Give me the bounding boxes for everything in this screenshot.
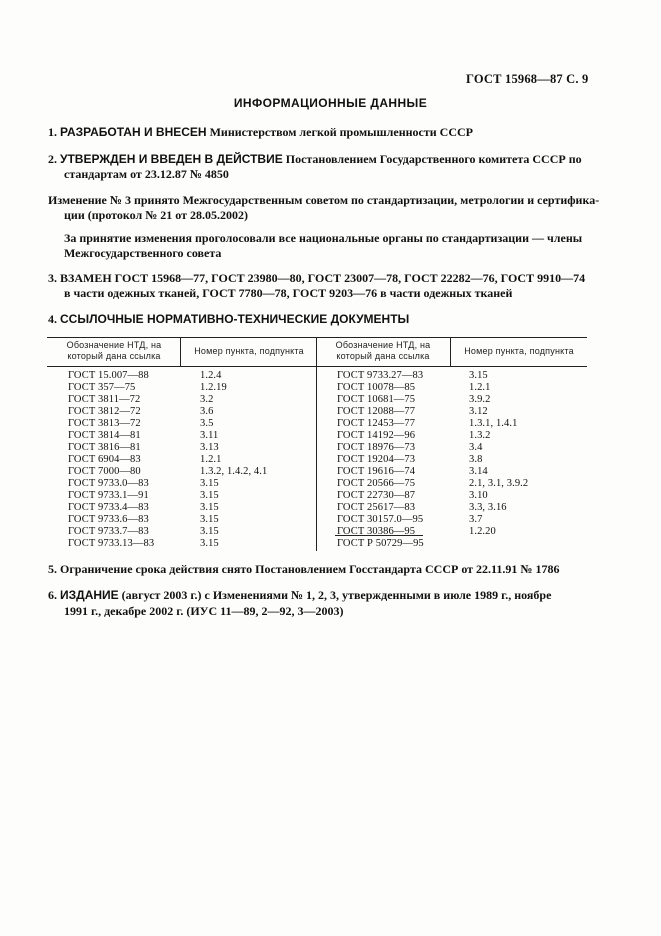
table-cell-item: 1.2.19 [200,382,227,393]
item-6-line2: 1991 г., декабре 2002 г. (ИУС 11—89, 2—92, 3—2003) [64,604,344,618]
table-cell-doc: ГОСТ 20566—75 [337,478,416,489]
item-1 [48,124,608,140]
table-header-doc-left-line1: Обозначение НТД, на [66,340,162,350]
table-cell-item: 3.13 [200,442,219,453]
table-cell-item: 1.3.2, 1.4.2, 4.1 [200,466,268,477]
item-4 [48,311,608,327]
table-cell-item: 3.9.2 [469,394,491,405]
page-header: ГОСТ 15968—87 С. 9 [466,72,589,86]
item-2-line2: стандартам от 23.12.87 № 4850 [64,167,229,181]
item-5 [48,561,618,577]
right-item-column [469,370,528,550]
item-6-caps: ИЗДАНИЕ [60,588,119,602]
table-cell-item: 1.3.1, 1.4.1 [469,418,518,429]
table-cell-item: 3.5 [200,418,214,429]
table-cell-item: 1.2.20 [469,526,496,537]
left-item-column [200,370,267,550]
item-1-number: 1. [48,125,57,139]
table-cell-doc: ГОСТ 3816—81 [68,442,141,453]
table-cell-item: 1.3.2 [469,430,491,441]
table-cell-item: 3.15 [200,514,219,525]
table-cell-item: 3.15 [200,490,219,501]
table-cell-item [469,538,528,550]
table-cell-doc: ГОСТ 3813—72 [68,418,141,429]
table-cell-doc: ГОСТ Р 50729—95 [337,538,424,549]
item-4-caps: ССЫЛОЧНЫЕ НОРМАТИВНО-ТЕХНИЧЕСКИЕ ДОКУМЕНТЫ [60,312,410,326]
table-cell-doc: ГОСТ 30386—95 [337,526,416,537]
table-cell-doc: ГОСТ 3811—72 [68,394,141,405]
table-cell-doc: ГОСТ 6904—83 [68,454,141,465]
table-cell-doc: ГОСТ 9733.6—83 [68,514,149,525]
table-top-rule [47,337,587,338]
item-5-number: 5. [48,562,57,576]
table-cell-doc: ГОСТ 14192—96 [337,430,416,441]
item-5-text: Ограничение срока действия снято Постановлением Госстандарта СССР от 22.11.91 № 1786 [60,562,560,576]
table-header-item-right: Номер пункта, подпункта [464,346,574,356]
amendment-line2: ции (протокол № 21 от 28.05.2002) [64,208,249,222]
item-6-number: 6. [48,588,57,602]
section-title: ИНФОРМАЦИОННЫЕ ДАННЫЕ [233,96,428,110]
item-3-line2: в части одежных тканей, ГОСТ 7780—78, ГОСТ 9203—76 в части одежных тканей [64,286,513,300]
right-doc-column [337,370,424,550]
table-cell-item: 3.2 [200,394,214,405]
item-2-caps: УТВЕРЖДЕН И ВВЕДЕН В ДЕЙСТВИЕ [60,152,283,166]
table-cell-doc: ГОСТ 25617—83 [337,502,416,513]
table-row-underline [335,535,423,536]
table-cell-doc: ГОСТ 12088—77 [337,406,416,417]
table-cell-doc: ГОСТ 15.007—88 [68,370,149,381]
table-cell-item: 3.4 [469,442,483,453]
table-cell-item: 3.14 [469,466,488,477]
table-cell-item: 1.2.1 [469,382,491,393]
item-2 [48,151,608,167]
table-header-rule [47,366,587,367]
item-6-line1: (август 2003 г.) с Изменениями № 1, 2, 3, утвержденными в июле 1989 г., ноябре [121,588,552,602]
table-cell-item: 3.15 [469,370,488,381]
table-header-doc-left-line2: который дана ссылка [67,351,161,361]
table-header-doc-right-line1: Обозначение НТД, на [335,340,431,350]
table-cell-doc: ГОСТ 357—75 [68,382,136,393]
table-cell-doc: ГОСТ 3812—72 [68,406,141,417]
table-cell-item: 3.6 [200,406,214,417]
table-cell-doc: ГОСТ 9733.7—83 [68,526,149,537]
table-header-doc-right-line2: который дана ссылка [336,351,430,361]
table-divider-3 [450,337,451,366]
table-cell-item: 3.15 [200,526,219,537]
table-cell-doc: ГОСТ 9733.13—83 [68,538,155,549]
table-cell-doc: ГОСТ 18976—73 [337,442,416,453]
table-cell-item: 3.15 [200,478,219,489]
table-cell-doc: ГОСТ 30157.0—95 [337,514,424,525]
item-6 [48,587,618,603]
table-cell-item: 3.3, 3.16 [469,502,507,513]
table-cell-doc: ГОСТ 7000—80 [68,466,141,477]
item-2-number: 2. [48,152,57,166]
table-header-doc-right [318,340,448,362]
table-cell-item: 3.15 [200,538,219,549]
table-cell-item: 1.2.1 [200,454,222,465]
left-doc-column [68,370,154,550]
table-cell-doc: ГОСТ 9733.4—83 [68,502,149,513]
table-cell-doc: ГОСТ 10681—75 [337,394,416,405]
table-cell-doc: ГОСТ 10078—85 [337,382,416,393]
table-cell-doc: ГОСТ 9733.0—83 [68,478,149,489]
table-cell-doc: ГОСТ 22730—87 [337,490,416,501]
table-cell-doc: ГОСТ 19616—74 [337,466,416,477]
table-cell-item: 1.2.4 [200,370,222,381]
table-cell-doc: ГОСТ 19204—73 [337,454,416,465]
amendment-line1: Изменение № 3 принято Межгосударственным советом по стандартизации, метрологии и сертифика- [48,193,600,207]
vote-line1: За принятие изменения проголосовали все национальные органы по стандартизации — члены [64,231,583,245]
table-cell-item: 3.12 [469,406,488,417]
table-header-doc-left [50,340,178,362]
table-cell-doc: ГОСТ 3814—81 [68,430,141,441]
item-3 [48,270,618,286]
table-cell-doc: ГОСТ 12453—77 [337,418,416,429]
table-cell-item: 3.15 [200,502,219,513]
table-divider-center [316,337,317,551]
table-cell-item: 2.1, 3.1, 3.9.2 [469,478,529,489]
table-cell-item: 3.11 [200,430,219,441]
item-1-text: Министерством легкой промышленности СССР [209,125,473,139]
table-cell-doc: ГОСТ 9733.27—83 [337,370,424,381]
table-cell-item: 3.8 [469,454,483,465]
item-3-number: 3. [48,271,57,285]
table-cell-item: 3.7 [469,514,483,525]
vote-line2: Межгосударственного совета [64,246,222,260]
table-cell-item: 3.10 [469,490,488,501]
table-header-item-left: Номер пункта, подпункта [194,346,304,356]
item-2-text-line1: Постановлением Государственного комитета СССР по [285,152,582,166]
item-4-number: 4. [48,312,57,326]
table-divider-1 [180,337,181,366]
item-1-caps: РАЗРАБОТАН И ВНЕСЕН [60,125,207,139]
item-3-line1: ВЗАМЕН ГОСТ 15968—77, ГОСТ 23980—80, ГОСТ 23007—78, ГОСТ 22282—76, ГОСТ 9910—74 [60,271,586,285]
table-cell-doc: ГОСТ 9733.1—91 [68,490,149,501]
